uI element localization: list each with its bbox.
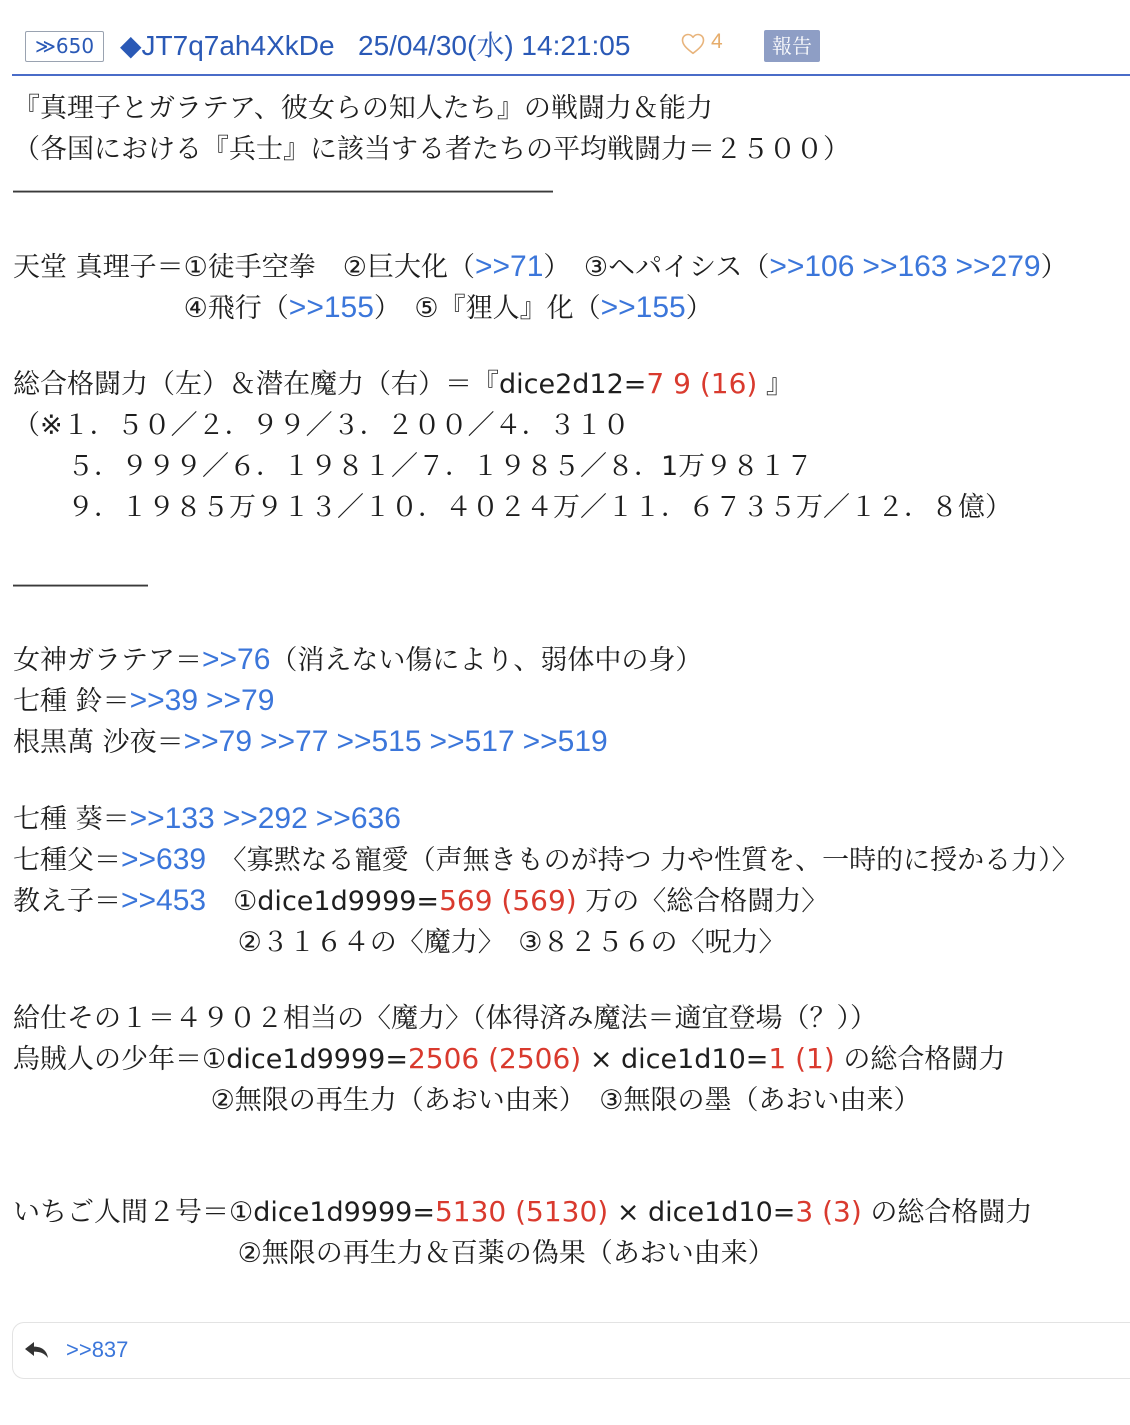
post-line xyxy=(13,840,1130,881)
anchor-link-71[interactable]: >>71 xyxy=(475,249,544,283)
blank-line xyxy=(13,528,1130,564)
post-line xyxy=(13,364,1130,405)
post-text: 烏賊人の少年＝①dice1d9999= xyxy=(13,1044,408,1075)
post-line xyxy=(13,1039,1130,1080)
anchor-link-155[interactable]: >>155 xyxy=(288,290,374,324)
post-text: ②無限の再生力＆百薬の偽果（あおい由来） xyxy=(13,1238,775,1269)
reply-arrow-icon xyxy=(24,1341,49,1359)
heart-outline-icon xyxy=(681,33,705,55)
anchor-link-517[interactable]: >>517 xyxy=(429,725,515,758)
dice-result: 3 (3) xyxy=(795,1195,862,1228)
replies-footer xyxy=(12,1322,1130,1379)
anchor-link-39[interactable]: >>39 xyxy=(129,684,199,717)
post-line xyxy=(13,288,1130,329)
post-text: 七種 葵＝ xyxy=(13,803,130,835)
post-text: 天堂 真理子＝①徒手空拳 ②巨大化（ xyxy=(13,251,475,283)
anchor-link-76[interactable]: >>76 xyxy=(202,643,271,676)
anchor-link-79[interactable]: >>79 xyxy=(183,725,253,758)
blank-line xyxy=(13,329,1130,365)
post-text: の総合格闘力 xyxy=(834,1044,1006,1075)
like-button[interactable] xyxy=(681,33,705,55)
like-count: 4 xyxy=(711,30,723,53)
post-text: ①dice1d9999= xyxy=(206,885,440,917)
poster-id-link[interactable]: ◆JT7q7ah4XkDe xyxy=(120,30,335,61)
anchor-link-155[interactable]: >>155 xyxy=(600,290,686,324)
anchor-link-515[interactable]: >>515 xyxy=(336,725,422,758)
post-text: 教え子＝ xyxy=(13,885,121,917)
blank-line xyxy=(13,211,1130,247)
post-text: ） xyxy=(1040,251,1068,283)
post-text: 総合格闘力（左）＆潜在魔力（右）＝『dice2d12= xyxy=(13,369,647,400)
post-text: ②３１６４の〈魔力〉 ③８２５６の〈呪力〉 xyxy=(13,926,786,958)
post-line xyxy=(13,799,1130,840)
post-text: 『真理子とガラテア、彼女らの知人たち』の戦闘力＆能力 xyxy=(13,93,713,124)
post-line xyxy=(13,247,1130,288)
post-text: 七種 鈴＝ xyxy=(13,686,130,717)
dice-result: 7 9 (16) xyxy=(646,367,758,400)
dice-result: 2506 (2506) xyxy=(407,1042,582,1075)
post-text: × dice1d10= xyxy=(581,1044,769,1075)
separator-rule: ―――――――――――――――――――― xyxy=(13,175,553,206)
post-text: ②無限の再生力（あおい由来） ③無限の墨（あおい由来） xyxy=(13,1085,921,1116)
post-line xyxy=(13,640,1130,681)
post-number-button[interactable]: ≫650 xyxy=(25,31,104,62)
post-text: 万の〈総合格闘力〉 xyxy=(576,885,829,917)
post-text: 女神ガラテア＝ xyxy=(13,645,202,676)
post-text: 〈寡黙なる寵愛（声無きものが持つ 力や性質を、一時的に授かる力）〉 xyxy=(206,844,1079,876)
anchor-link-106[interactable]: >>106 xyxy=(769,249,855,283)
post-line xyxy=(13,1192,1130,1233)
post-datetime: 25/04/30(水) 14:21:05 xyxy=(358,30,631,61)
post-text: いちご人間２号＝①dice1d9999= xyxy=(13,1197,435,1228)
reply-anchor-link[interactable]: >>837 xyxy=(66,1337,129,1362)
anchor-link-519[interactable]: >>519 xyxy=(522,725,608,758)
blank-line xyxy=(13,963,1130,999)
separator-rule: ――――― xyxy=(13,568,148,600)
post-text: ④飛行（ xyxy=(13,292,289,324)
post-line xyxy=(13,722,1130,763)
post-line xyxy=(13,446,1130,487)
anchor-link-636[interactable]: >>636 xyxy=(315,801,401,835)
post-line xyxy=(13,1080,1130,1121)
blank-line xyxy=(13,1157,1130,1193)
post-line xyxy=(13,681,1130,722)
header-divider xyxy=(12,74,1130,76)
post-line xyxy=(13,405,1130,446)
blank-line xyxy=(13,763,1130,799)
dice-result: 569 (569) xyxy=(439,883,577,917)
post-text: ９．１９８５万９１３／１０．４０２４万／１１．６７３５万／１２．８億） xyxy=(13,492,1012,523)
post-text: （各国における『兵士』に該当する者たちの平均戦闘力＝２５００） xyxy=(13,134,850,165)
dice-result: 5130 (5130) xyxy=(434,1195,609,1228)
anchor-link-79[interactable]: >>79 xyxy=(206,684,275,717)
post-text: ） ③ヘパイシス（ xyxy=(543,251,770,283)
report-button[interactable]: 報告 xyxy=(764,30,820,62)
post-text: × dice1d10= xyxy=(608,1197,796,1228)
post-line xyxy=(13,922,1130,963)
post-text: （消えない傷により、弱体中の身） xyxy=(270,645,703,676)
anchor-link-279[interactable]: >>279 xyxy=(955,249,1041,283)
anchor-link-163[interactable]: >>163 xyxy=(862,249,948,283)
post-line xyxy=(13,998,1130,1039)
anchor-link-133[interactable]: >>133 xyxy=(129,801,215,835)
post-text: 七種父＝ xyxy=(13,844,121,876)
post-line xyxy=(13,129,1130,170)
post-line xyxy=(13,1233,1130,1274)
anchor-link-453[interactable]: >>453 xyxy=(121,883,207,917)
anchor-link-292[interactable]: >>292 xyxy=(222,801,308,835)
dice-result: 1 (1) xyxy=(768,1042,835,1075)
anchor-link-77[interactable]: >>77 xyxy=(260,725,329,758)
blank-line xyxy=(13,1121,1130,1157)
post-body xyxy=(0,88,1130,1274)
post-text: ５．９９９／６．１９８１／７．１９８５／８．1万９８１７ xyxy=(13,451,814,482)
post-text: の総合格闘力 xyxy=(861,1197,1033,1228)
post-text: ） xyxy=(685,292,713,324)
blank-line xyxy=(13,605,1130,641)
post-text: 給仕その１＝４９０２相当の〈魔力〉（体得済み魔法＝適宜登場（？）） xyxy=(13,1003,877,1034)
post-line xyxy=(13,170,1130,211)
post-line xyxy=(13,487,1130,528)
post-text: ） ⑤『狸人』化（ xyxy=(373,292,601,324)
anchor-link-639[interactable]: >>639 xyxy=(121,842,207,876)
post-line xyxy=(13,88,1130,129)
post-line xyxy=(13,564,1130,605)
post-text: 』 xyxy=(757,369,793,400)
post-text: （※１．５０／２．９９／３．２００／４．３１０ xyxy=(13,410,630,441)
post-text: 根黒萬 沙夜＝ xyxy=(13,727,184,758)
post-line xyxy=(13,881,1130,922)
